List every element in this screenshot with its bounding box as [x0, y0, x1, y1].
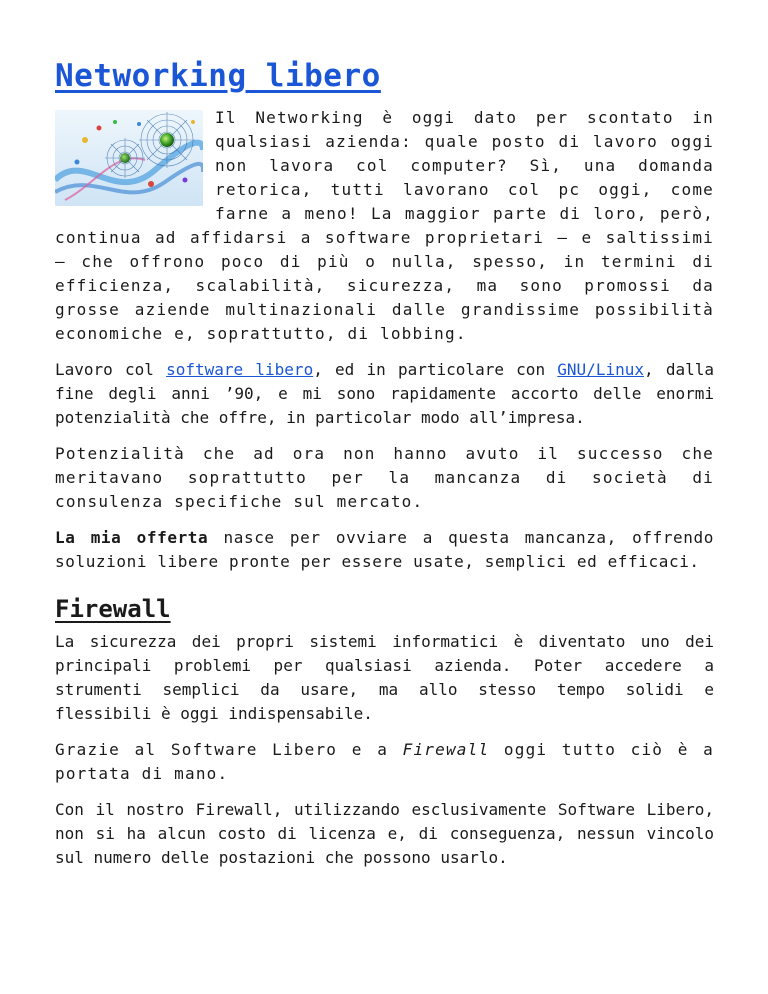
firewall-paragraph-2: [55, 738, 714, 786]
paragraph-text: oggi tutto ciò è a portata di mano.: [55, 740, 715, 783]
software-libero-link[interactable]: software libero: [166, 360, 314, 379]
gnu-linux-link[interactable]: GNU/Linux: [557, 360, 644, 379]
page-title[interactable]: [55, 0, 714, 96]
paragraph-text: nasce per ovviare a questa mancanza, offrendo soluzioni libere pronte per essere usate, semplici ed efficaci.: [55, 528, 714, 571]
firewall-paragraph-1: La sicurezza dei propri sistemi informatici è diventato uno dei principali problemi per qualsiasi azienda. Poter accedere a strumenti semplici da usare, ma allo stesso tempo solidi e flessibili è oggi indispensabile.: [55, 632, 714, 723]
paragraph-offerta: [55, 526, 714, 574]
paragraph-text: Grazie al Software Libero e a: [55, 740, 403, 759]
firewall-italic: Firewall: [402, 740, 490, 759]
offerta-bold: La mia offerta: [55, 528, 209, 547]
firewall-paragraph-3: Con il nostro Firewall, utilizzando esclusivamente Software Libero, non si ha alcun costo di licenza e, di conseguenza, nessun vincolo sul numero delle postazioni che possono usarlo.: [55, 800, 714, 867]
intro-paragraph: Il Networking è oggi dato per scontato in qualsiasi azienda: quale posto di lavoro oggi non lavora col computer? Sì, una domanda retorica, tutti lavorano col pc oggi, come farne a meno! La maggior parte di loro, però, continua ad affidarsi a software proprietari – e saltissimi – che offrono poco di più o nulla, spesso, in termini di efficienza, scalabilità, sicurezza, ma sono promossi da grosse aziende multinazionali dalle grandissime possibilità economiche e, soprattutto, di lobbing.: [55, 108, 714, 343]
network-illustration-icon: [55, 110, 203, 206]
paragraph-text: , ed in particolare con: [313, 360, 558, 379]
paragraph-text: Lavoro col: [55, 360, 167, 379]
paragraph-potenzialita: Potenzialità che ad ora non hanno avuto il successo che meritavano soprattutto per la mancanza di società di consulenza specifiche sul mercato.: [55, 444, 714, 511]
intro-section: [55, 106, 714, 346]
page-title-link[interactable]: Networking libero: [55, 58, 381, 94]
section-heading-firewall: Firewall: [55, 595, 171, 623]
paragraph-software-libero: [55, 358, 714, 430]
paragraph-text: , dalla fine degli anni ’90, e mi sono rapidamente accorto delle enormi potenzialità che offre, in particolar modo all’impresa.: [55, 360, 714, 427]
